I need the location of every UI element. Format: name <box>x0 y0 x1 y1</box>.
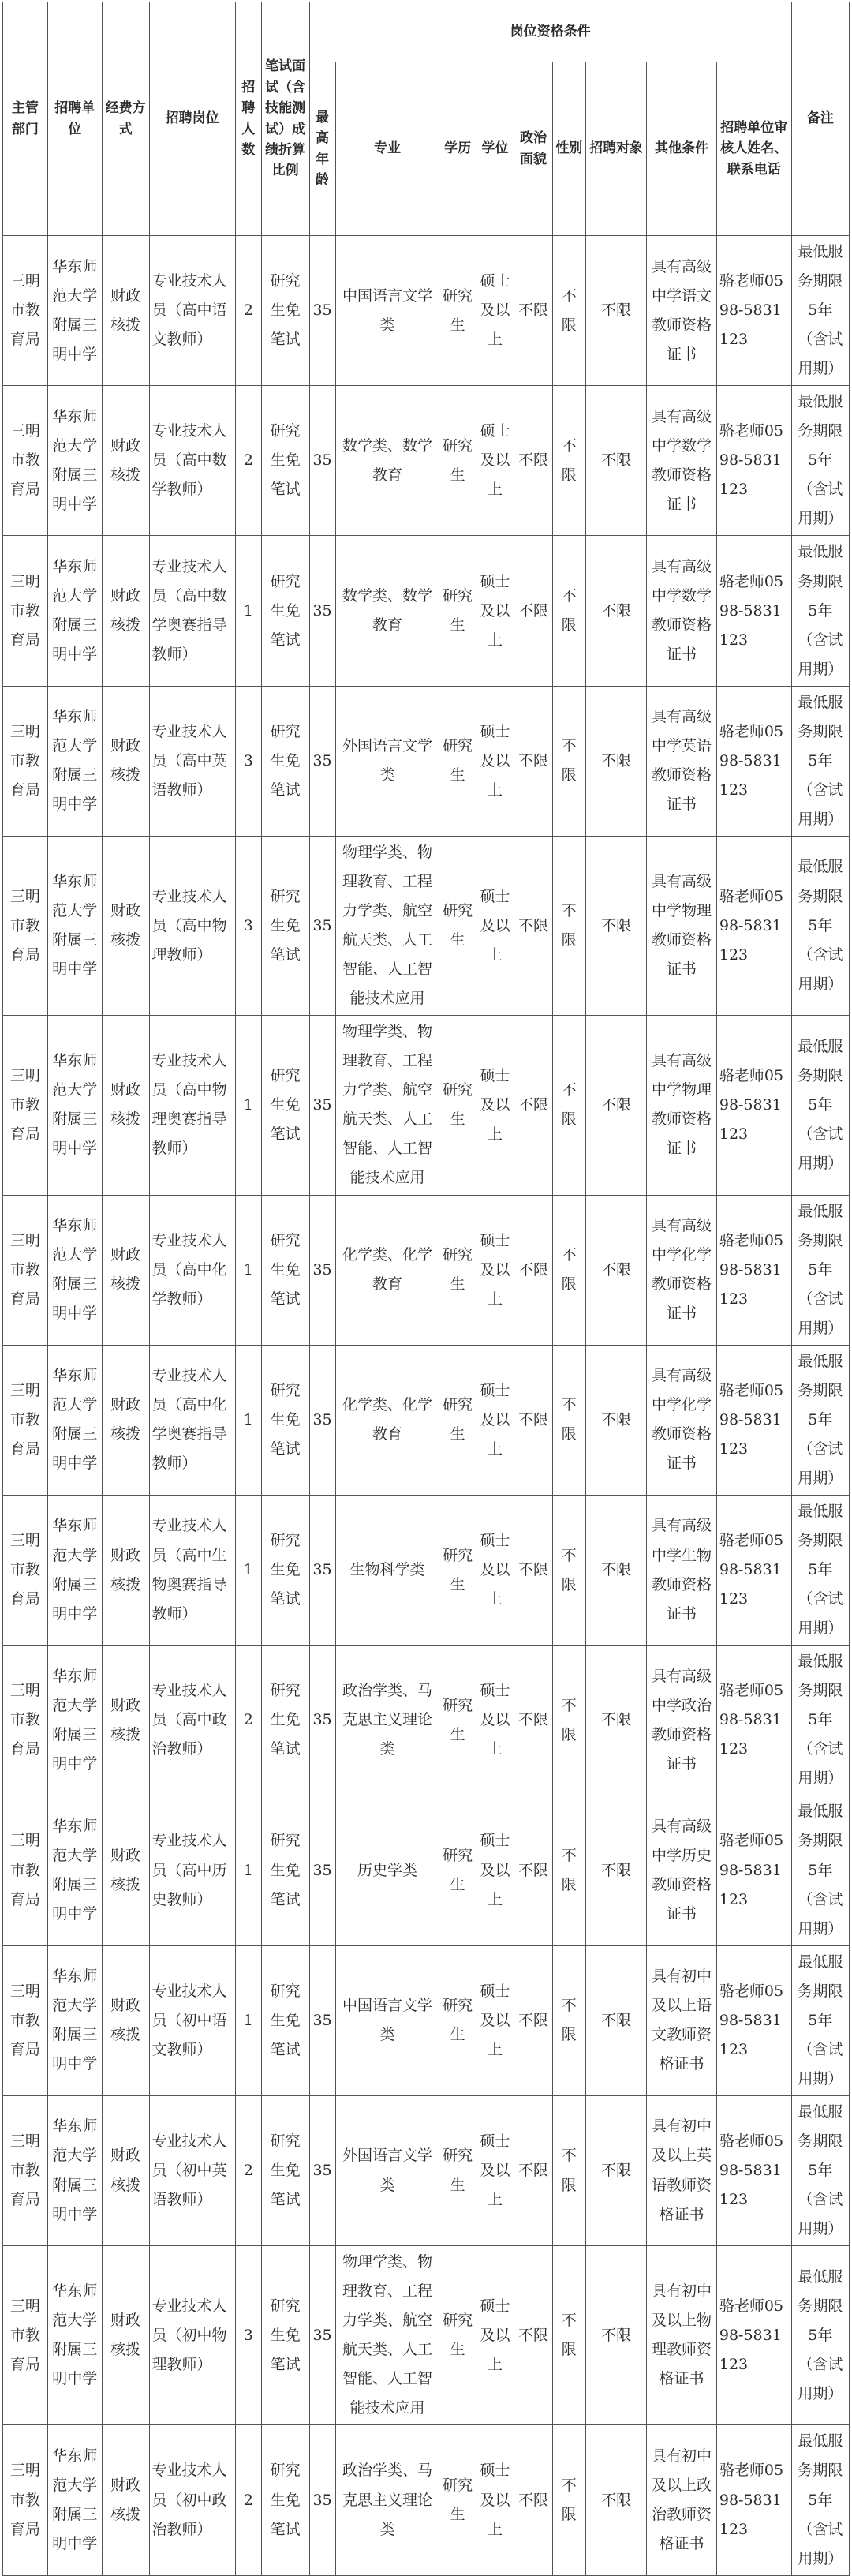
cell-other: 具有初中及以上物理教师资格证书 <box>647 2246 717 2425</box>
cell-remarks: 最低服务期限5年（含试用期） <box>791 1345 849 1495</box>
cell-gender: 不限 <box>552 1195 585 1345</box>
cell-ratio: 研究生免笔试 <box>261 1345 309 1495</box>
header-ratio: 笔试面试（含技能测试）成绩折算比例 <box>261 2 309 236</box>
cell-dept: 三明市教育局 <box>3 2425 48 2575</box>
cell-age: 35 <box>309 2095 335 2245</box>
cell-dept: 三明市教育局 <box>3 1345 48 1495</box>
cell-position: 专业技术人员（初中物理教师） <box>149 2246 235 2425</box>
cell-unit: 华东师范大学附属三明中学 <box>47 2095 102 2245</box>
cell-major: 外国语言文学类 <box>335 2095 439 2245</box>
cell-unit: 华东师范大学附属三明中学 <box>47 1195 102 1345</box>
cell-position: 专业技术人员（高中历史教师） <box>149 1795 235 1945</box>
cell-degree: 硕士及以上 <box>476 1195 514 1345</box>
table-row <box>3 2246 850 2425</box>
header-unit: 招聘单位 <box>47 2 102 236</box>
cell-other: 具有初中及以上语文教师资格证书 <box>647 1945 717 2095</box>
table-row <box>3 1945 850 2095</box>
cell-other: 具有初中及以上政治教师资格证书 <box>647 2425 717 2575</box>
cell-remarks: 最低服务期限5年（含试用期） <box>791 2425 849 2575</box>
cell-position: 专业技术人员（高中数学教师） <box>149 386 235 536</box>
cell-dept: 三明市教育局 <box>3 1195 48 1345</box>
cell-other: 具有高级中学数学教师资格证书 <box>647 536 717 686</box>
cell-target: 不限 <box>585 236 646 386</box>
cell-position: 专业技术人员（高中化学奥赛指导教师） <box>149 1345 235 1495</box>
cell-other: 具有高级中学英语教师资格证书 <box>647 686 717 836</box>
cell-unit: 华东师范大学附属三明中学 <box>47 686 102 836</box>
cell-age: 35 <box>309 686 335 836</box>
cell-degree: 硕士及以上 <box>476 1795 514 1945</box>
cell-contact: 骆老师0598-5831123 <box>716 1795 791 1945</box>
cell-ratio: 研究生免笔试 <box>261 1945 309 2095</box>
cell-gender: 不限 <box>552 1016 585 1195</box>
cell-target: 不限 <box>585 2095 646 2245</box>
cell-degree: 硕士及以上 <box>476 2095 514 2245</box>
cell-funding: 财政核拨 <box>102 1016 149 1195</box>
cell-major: 政治学类、马克思主义理论类 <box>335 1646 439 1795</box>
cell-remarks: 最低服务期限5年（含试用期） <box>791 1495 849 1645</box>
cell-dept: 三明市教育局 <box>3 1495 48 1645</box>
cell-contact: 骆老师0598-5831123 <box>716 236 791 386</box>
cell-education: 研究生 <box>439 836 476 1015</box>
cell-gender: 不限 <box>552 2425 585 2575</box>
table-row <box>3 1795 850 1945</box>
cell-education: 研究生 <box>439 386 476 536</box>
cell-funding: 财政核拨 <box>102 1195 149 1345</box>
cell-position: 专业技术人员（高中物理奥赛指导教师） <box>149 1016 235 1195</box>
cell-gender: 不限 <box>552 2095 585 2245</box>
cell-dept: 三明市教育局 <box>3 686 48 836</box>
cell-age: 35 <box>309 1495 335 1645</box>
cell-funding: 财政核拨 <box>102 1945 149 2095</box>
cell-remarks: 最低服务期限5年（含试用期） <box>791 2246 849 2425</box>
cell-funding: 财政核拨 <box>102 686 149 836</box>
cell-contact: 骆老师0598-5831123 <box>716 1345 791 1495</box>
cell-dept: 三明市教育局 <box>3 386 48 536</box>
cell-political: 不限 <box>514 1646 552 1795</box>
cell-remarks: 最低服务期限5年（含试用期） <box>791 386 849 536</box>
cell-position: 专业技术人员（高中物理教师） <box>149 836 235 1015</box>
header-contact: 招聘单位审核人姓名、联系电话 <box>716 62 791 236</box>
cell-education: 研究生 <box>439 2095 476 2245</box>
cell-education: 研究生 <box>439 1646 476 1795</box>
cell-funding: 财政核拨 <box>102 236 149 386</box>
cell-age: 35 <box>309 236 335 386</box>
cell-contact: 骆老师0598-5831123 <box>716 1945 791 2095</box>
table-row <box>3 386 850 536</box>
cell-position: 专业技术人员（高中生物奥赛指导教师） <box>149 1495 235 1645</box>
header-qualifications: 岗位资格条件 <box>309 2 791 62</box>
cell-unit: 华东师范大学附属三明中学 <box>47 236 102 386</box>
cell-education: 研究生 <box>439 1016 476 1195</box>
cell-gender: 不限 <box>552 236 585 386</box>
cell-target: 不限 <box>585 686 646 836</box>
cell-count: 1 <box>235 1945 261 2095</box>
cell-political: 不限 <box>514 1195 552 1345</box>
cell-count: 1 <box>235 1195 261 1345</box>
cell-age: 35 <box>309 1795 335 1945</box>
cell-degree: 硕士及以上 <box>476 1345 514 1495</box>
table-body <box>3 236 850 2576</box>
cell-funding: 财政核拨 <box>102 1345 149 1495</box>
cell-unit: 华东师范大学附属三明中学 <box>47 1795 102 1945</box>
cell-other: 具有高级中学物理教师资格证书 <box>647 836 717 1015</box>
cell-age: 35 <box>309 536 335 686</box>
cell-degree: 硕士及以上 <box>476 2425 514 2575</box>
table-row <box>3 2095 850 2245</box>
cell-political: 不限 <box>514 1345 552 1495</box>
cell-contact: 骆老师0598-5831123 <box>716 2425 791 2575</box>
table-row <box>3 1195 850 1345</box>
cell-other: 具有高级中学语文教师资格证书 <box>647 236 717 386</box>
cell-count: 2 <box>235 2095 261 2245</box>
table-row <box>3 1495 850 1645</box>
cell-remarks: 最低服务期限5年（含试用期） <box>791 1016 849 1195</box>
cell-education: 研究生 <box>439 536 476 686</box>
cell-funding: 财政核拨 <box>102 536 149 686</box>
cell-unit: 华东师范大学附属三明中学 <box>47 1945 102 2095</box>
cell-political: 不限 <box>514 536 552 686</box>
cell-gender: 不限 <box>552 2246 585 2425</box>
cell-target: 不限 <box>585 1945 646 2095</box>
cell-education: 研究生 <box>439 1495 476 1645</box>
cell-count: 1 <box>235 1495 261 1645</box>
cell-contact: 骆老师0598-5831123 <box>716 1016 791 1195</box>
cell-position: 专业技术人员（初中英语教师） <box>149 2095 235 2245</box>
cell-dept: 三明市教育局 <box>3 2095 48 2245</box>
cell-dept: 三明市教育局 <box>3 1646 48 1795</box>
cell-target: 不限 <box>585 536 646 686</box>
cell-remarks: 最低服务期限5年（含试用期） <box>791 1945 849 2095</box>
cell-major: 物理学类、物理教育、工程力学类、航空航天类、人工智能、人工智能技术应用 <box>335 2246 439 2425</box>
cell-ratio: 研究生免笔试 <box>261 1016 309 1195</box>
cell-unit: 华东师范大学附属三明中学 <box>47 1646 102 1795</box>
cell-political: 不限 <box>514 836 552 1015</box>
cell-unit: 华东师范大学附属三明中学 <box>47 2425 102 2575</box>
header-funding: 经费方式 <box>102 2 149 236</box>
cell-degree: 硕士及以上 <box>476 1646 514 1795</box>
cell-remarks: 最低服务期限5年（含试用期） <box>791 1795 849 1945</box>
cell-political: 不限 <box>514 1495 552 1645</box>
cell-other: 具有高级中学历史教师资格证书 <box>647 1795 717 1945</box>
cell-unit: 华东师范大学附属三明中学 <box>47 1016 102 1195</box>
cell-unit: 华东师范大学附属三明中学 <box>47 536 102 686</box>
cell-degree: 硕士及以上 <box>476 536 514 686</box>
cell-political: 不限 <box>514 2095 552 2245</box>
cell-count: 3 <box>235 2246 261 2425</box>
cell-target: 不限 <box>585 836 646 1015</box>
cell-degree: 硕士及以上 <box>476 836 514 1015</box>
table-row <box>3 1016 850 1195</box>
header-other: 其他条件 <box>647 62 717 236</box>
cell-age: 35 <box>309 1195 335 1345</box>
cell-dept: 三明市教育局 <box>3 836 48 1015</box>
cell-funding: 财政核拨 <box>102 836 149 1015</box>
cell-contact: 骆老师0598-5831123 <box>716 386 791 536</box>
cell-degree: 硕士及以上 <box>476 2246 514 2425</box>
cell-ratio: 研究生免笔试 <box>261 386 309 536</box>
cell-education: 研究生 <box>439 2425 476 2575</box>
cell-unit: 华东师范大学附属三明中学 <box>47 1345 102 1495</box>
cell-count: 3 <box>235 686 261 836</box>
table-row <box>3 2425 850 2575</box>
cell-age: 35 <box>309 1646 335 1795</box>
header-target: 招聘对象 <box>585 62 646 236</box>
cell-ratio: 研究生免笔试 <box>261 1646 309 1795</box>
cell-count: 2 <box>235 236 261 386</box>
cell-gender: 不限 <box>552 836 585 1015</box>
cell-major: 化学类、化学教育 <box>335 1195 439 1345</box>
cell-major: 生物科学类 <box>335 1495 439 1645</box>
cell-ratio: 研究生免笔试 <box>261 2425 309 2575</box>
cell-gender: 不限 <box>552 386 585 536</box>
cell-dept: 三明市教育局 <box>3 1945 48 2095</box>
cell-count: 2 <box>235 2425 261 2575</box>
cell-target: 不限 <box>585 2246 646 2425</box>
header-major: 专业 <box>335 62 439 236</box>
cell-remarks: 最低服务期限5年（含试用期） <box>791 2095 849 2245</box>
cell-unit: 华东师范大学附属三明中学 <box>47 836 102 1015</box>
cell-major: 数学类、数学教育 <box>335 536 439 686</box>
table-row <box>3 1646 850 1795</box>
cell-position: 专业技术人员（高中政治教师） <box>149 1646 235 1795</box>
header-political: 政治面貌 <box>514 62 552 236</box>
cell-funding: 财政核拨 <box>102 386 149 536</box>
header-dept: 主管部门 <box>3 2 48 236</box>
cell-contact: 骆老师0598-5831123 <box>716 1195 791 1345</box>
cell-contact: 骆老师0598-5831123 <box>716 1495 791 1645</box>
cell-ratio: 研究生免笔试 <box>261 1495 309 1645</box>
cell-count: 1 <box>235 536 261 686</box>
cell-ratio: 研究生免笔试 <box>261 2246 309 2425</box>
cell-contact: 骆老师0598-5831123 <box>716 1646 791 1795</box>
cell-position: 专业技术人员（高中化学教师） <box>149 1195 235 1345</box>
header-gender: 性别 <box>552 62 585 236</box>
cell-position: 专业技术人员（高中语文教师） <box>149 236 235 386</box>
cell-ratio: 研究生免笔试 <box>261 686 309 836</box>
cell-degree: 硕士及以上 <box>476 1945 514 2095</box>
cell-target: 不限 <box>585 1495 646 1645</box>
cell-dept: 三明市教育局 <box>3 1795 48 1945</box>
cell-target: 不限 <box>585 1195 646 1345</box>
cell-other: 具有高级中学数学教师资格证书 <box>647 386 717 536</box>
cell-political: 不限 <box>514 686 552 836</box>
cell-contact: 骆老师0598-5831123 <box>716 686 791 836</box>
cell-age: 35 <box>309 1016 335 1195</box>
cell-funding: 财政核拨 <box>102 2425 149 2575</box>
header-education: 学历 <box>439 62 476 236</box>
cell-funding: 财政核拨 <box>102 1795 149 1945</box>
cell-target: 不限 <box>585 1795 646 1945</box>
cell-contact: 骆老师0598-5831123 <box>716 2246 791 2425</box>
table-row <box>3 536 850 686</box>
cell-dept: 三明市教育局 <box>3 2246 48 2425</box>
cell-target: 不限 <box>585 1646 646 1795</box>
cell-contact: 骆老师0598-5831123 <box>716 536 791 686</box>
cell-contact: 骆老师0598-5831123 <box>716 836 791 1015</box>
cell-major: 物理学类、物理教育、工程力学类、航空航天类、人工智能、人工智能技术应用 <box>335 1016 439 1195</box>
cell-count: 1 <box>235 1345 261 1495</box>
cell-political: 不限 <box>514 2246 552 2425</box>
cell-gender: 不限 <box>552 1795 585 1945</box>
cell-education: 研究生 <box>439 236 476 386</box>
cell-gender: 不限 <box>552 536 585 686</box>
cell-major: 中国语言文学类 <box>335 1945 439 2095</box>
header-degree: 学位 <box>476 62 514 236</box>
cell-funding: 财政核拨 <box>102 1495 149 1645</box>
table-row <box>3 236 850 386</box>
cell-education: 研究生 <box>439 1195 476 1345</box>
cell-political: 不限 <box>514 2425 552 2575</box>
cell-unit: 华东师范大学附属三明中学 <box>47 1495 102 1645</box>
recruitment-table <box>2 2 850 2576</box>
cell-count: 1 <box>235 1795 261 1945</box>
table-row <box>3 1345 850 1495</box>
cell-degree: 硕士及以上 <box>476 1495 514 1645</box>
cell-age: 35 <box>309 2246 335 2425</box>
cell-degree: 硕士及以上 <box>476 686 514 836</box>
cell-education: 研究生 <box>439 686 476 836</box>
cell-dept: 三明市教育局 <box>3 1016 48 1195</box>
table-row <box>3 836 850 1015</box>
cell-gender: 不限 <box>552 686 585 836</box>
cell-political: 不限 <box>514 1795 552 1945</box>
cell-education: 研究生 <box>439 1795 476 1945</box>
cell-position: 专业技术人员（初中语文教师） <box>149 1945 235 2095</box>
cell-position: 专业技术人员（初中政治教师） <box>149 2425 235 2575</box>
cell-unit: 华东师范大学附属三明中学 <box>47 386 102 536</box>
cell-major: 历史学类 <box>335 1795 439 1945</box>
cell-position: 专业技术人员（高中数学奥赛指导教师） <box>149 536 235 686</box>
cell-major: 外国语言文学类 <box>335 686 439 836</box>
cell-contact: 骆老师0598-5831123 <box>716 2095 791 2245</box>
cell-ratio: 研究生免笔试 <box>261 1795 309 1945</box>
cell-remarks: 最低服务期限5年（含试用期） <box>791 1195 849 1345</box>
cell-funding: 财政核拨 <box>102 2246 149 2425</box>
cell-major: 物理学类、物理教育、工程力学类、航空航天类、人工智能、人工智能技术应用 <box>335 836 439 1015</box>
cell-other: 具有高级中学生物教师资格证书 <box>647 1495 717 1645</box>
header-position: 招聘岗位 <box>149 2 235 236</box>
cell-gender: 不限 <box>552 1646 585 1795</box>
cell-funding: 财政核拨 <box>102 1646 149 1795</box>
cell-remarks: 最低服务期限5年（含试用期） <box>791 836 849 1015</box>
cell-age: 35 <box>309 836 335 1015</box>
cell-degree: 硕士及以上 <box>476 236 514 386</box>
cell-ratio: 研究生免笔试 <box>261 836 309 1015</box>
cell-other: 具有高级中学物理教师资格证书 <box>647 1016 717 1195</box>
header-count: 招聘人数 <box>235 2 261 236</box>
cell-remarks: 最低服务期限5年（含试用期） <box>791 686 849 836</box>
cell-dept: 三明市教育局 <box>3 236 48 386</box>
cell-count: 1 <box>235 1016 261 1195</box>
cell-count: 2 <box>235 386 261 536</box>
cell-degree: 硕士及以上 <box>476 1016 514 1195</box>
cell-age: 35 <box>309 1945 335 2095</box>
cell-funding: 财政核拨 <box>102 2095 149 2245</box>
cell-remarks: 最低服务期限5年（含试用期） <box>791 236 849 386</box>
cell-other: 具有高级中学政治教师资格证书 <box>647 1646 717 1795</box>
cell-political: 不限 <box>514 1945 552 2095</box>
cell-ratio: 研究生免笔试 <box>261 536 309 686</box>
cell-ratio: 研究生免笔试 <box>261 1195 309 1345</box>
cell-count: 2 <box>235 1646 261 1795</box>
cell-major: 化学类、化学教育 <box>335 1345 439 1495</box>
cell-gender: 不限 <box>552 1945 585 2095</box>
cell-political: 不限 <box>514 386 552 536</box>
cell-position: 专业技术人员（高中英语教师） <box>149 686 235 836</box>
cell-other: 具有高级中学化学教师资格证书 <box>647 1195 717 1345</box>
cell-remarks: 最低服务期限5年（含试用期） <box>791 536 849 686</box>
cell-count: 3 <box>235 836 261 1015</box>
table-row <box>3 686 850 836</box>
cell-dept: 三明市教育局 <box>3 536 48 686</box>
cell-major: 数学类、数学教育 <box>335 386 439 536</box>
cell-education: 研究生 <box>439 1945 476 2095</box>
cell-major: 中国语言文学类 <box>335 236 439 386</box>
cell-target: 不限 <box>585 2425 646 2575</box>
cell-gender: 不限 <box>552 1345 585 1495</box>
cell-target: 不限 <box>585 386 646 536</box>
cell-political: 不限 <box>514 1016 552 1195</box>
table-header <box>3 2 850 236</box>
cell-age: 35 <box>309 2425 335 2575</box>
cell-degree: 硕士及以上 <box>476 386 514 536</box>
cell-age: 35 <box>309 386 335 536</box>
cell-target: 不限 <box>585 1345 646 1495</box>
cell-remarks: 最低服务期限5年（含试用期） <box>791 1646 849 1795</box>
cell-major: 政治学类、马克思主义理论类 <box>335 2425 439 2575</box>
cell-unit: 华东师范大学附属三明中学 <box>47 2246 102 2425</box>
header-remarks: 备注 <box>791 2 849 236</box>
cell-other: 具有初中及以上英语教师资格证书 <box>647 2095 717 2245</box>
cell-other: 具有高级中学化学教师资格证书 <box>647 1345 717 1495</box>
cell-age: 35 <box>309 1345 335 1495</box>
cell-ratio: 研究生免笔试 <box>261 236 309 386</box>
cell-education: 研究生 <box>439 1345 476 1495</box>
cell-gender: 不限 <box>552 1495 585 1645</box>
cell-education: 研究生 <box>439 2246 476 2425</box>
cell-ratio: 研究生免笔试 <box>261 2095 309 2245</box>
cell-political: 不限 <box>514 236 552 386</box>
header-age: 最高年龄 <box>309 62 335 236</box>
cell-target: 不限 <box>585 1016 646 1195</box>
